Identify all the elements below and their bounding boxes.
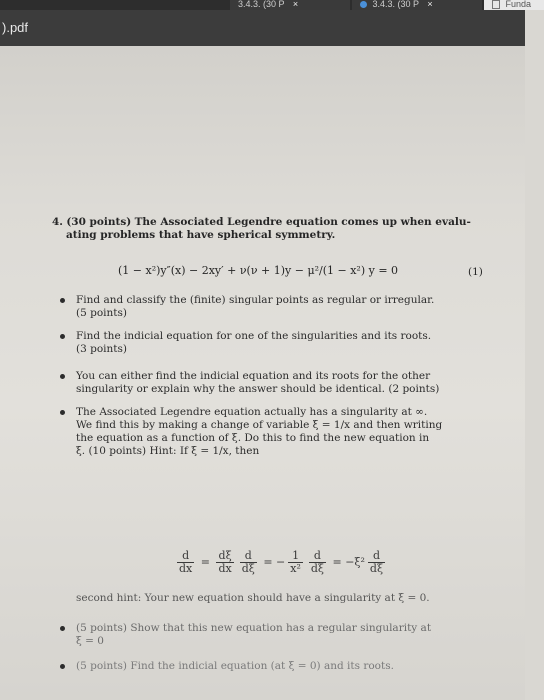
bullet-line: (3 points) bbox=[76, 343, 127, 355]
close-icon[interactable]: × bbox=[427, 0, 433, 9]
fraction: $\frac{d}{d\xi}$ bbox=[310, 549, 324, 575]
browser-tab[interactable] bbox=[230, 0, 350, 10]
list-item bbox=[60, 294, 490, 320]
close-icon[interactable]: × bbox=[292, 0, 299, 9]
tab-label: 3.4.3. (30 P bbox=[238, 0, 285, 9]
bullet-line: (5 points) Find the indicial equation (at ξ = 0) and its roots. bbox=[76, 660, 394, 672]
bullet-icon bbox=[60, 334, 65, 339]
fraction: $\frac{d\xi}{dx}$ bbox=[218, 549, 232, 575]
problem-statement bbox=[52, 216, 492, 242]
problem-intro-bold: The Associated Legendre equation bbox=[134, 216, 338, 228]
equation-number: (1) bbox=[468, 266, 483, 278]
bullet-line: singularity or explain why the answer should be identical. (2 points) bbox=[76, 383, 440, 395]
fraction: $\frac{d}{d\xi}$ bbox=[241, 549, 255, 575]
list-item bbox=[60, 370, 490, 396]
tab-label: 3.4.3. (30 P bbox=[372, 0, 419, 9]
pdf-page bbox=[0, 46, 525, 700]
list-item bbox=[60, 622, 490, 648]
bullet-line: Find and classify the (finite) singular points as regular or irregular. bbox=[76, 294, 435, 306]
minus-sign: − bbox=[276, 555, 286, 569]
browser-tab-active[interactable] bbox=[352, 0, 482, 10]
bullet-line: the equation as a function of ξ. Do this to find the new equation in bbox=[76, 432, 430, 444]
chrome-icon bbox=[360, 1, 367, 8]
fraction: $\frac{d}{d\xi}$ bbox=[369, 549, 384, 575]
problem-number: 4. bbox=[52, 216, 63, 228]
derivative-hint-equation: $\frac{d}{dx}$ = $\frac{d\xi}{dx}$ $\frac{d}{d\xi}$ = − $\frac{1}{\text{x²}}$ $\frac{d}{d\xi}$ = −ξ² $\frac{d}{d\xi}$ bbox=[179, 549, 384, 575]
legendre-equation: (1 − x²)y″(x) − 2xy′ + ν(ν + 1)y − μ²/(1 − x²) y = 0 bbox=[118, 264, 399, 277]
pdf-viewer-header bbox=[0, 10, 525, 46]
problem-intro-line1 bbox=[52, 216, 492, 229]
list-item bbox=[60, 660, 490, 673]
bullet-line: (5 points) bbox=[76, 307, 127, 319]
second-hint: second hint: Your new equation should have a singularity at ξ = 0. bbox=[76, 592, 430, 604]
browser-tab-strip bbox=[0, 0, 532, 10]
bullet-icon bbox=[60, 298, 65, 303]
bullet-line: The Associated Legendre equation actually has a singularity at ∞. bbox=[76, 406, 428, 418]
browser-tab[interactable] bbox=[484, 0, 544, 10]
fraction: $\frac{d}{dx}$ bbox=[179, 549, 193, 575]
fraction: $\frac{1}{\text{x²}}$ bbox=[290, 549, 301, 575]
list-item bbox=[60, 330, 490, 356]
bullet-icon bbox=[60, 374, 65, 379]
file-title: ).pdf bbox=[2, 20, 29, 35]
bullet-icon bbox=[60, 410, 65, 415]
xi-squared: −ξ² bbox=[345, 555, 365, 569]
list-item bbox=[60, 406, 490, 458]
problem-points: (30 points) bbox=[66, 216, 132, 228]
bullet-line: ξ. (10 points) Hint: If ξ = 1/x, then bbox=[76, 445, 260, 457]
bullet-icon bbox=[60, 626, 65, 631]
bullet-icon bbox=[60, 664, 65, 669]
bullet-line: We find this by making a change of variable ξ = 1/x and then writing bbox=[76, 419, 443, 431]
bullet-line: (5 points) Show that this new equation has a regular singularity at bbox=[76, 622, 432, 634]
problem-intro-line2: ating problems that have spherical symmetry. bbox=[66, 229, 336, 241]
bullet-line: ξ = 0 bbox=[76, 635, 104, 647]
bullet-line: You can either find the indicial equation and its roots for the other bbox=[76, 370, 431, 382]
problem-intro-rest: comes up when evalu- bbox=[341, 216, 471, 228]
bullet-line: Find the indicial equation for one of the singularities and its roots. bbox=[76, 330, 432, 342]
tab-label: Funda bbox=[505, 0, 532, 9]
document-icon bbox=[492, 0, 500, 9]
